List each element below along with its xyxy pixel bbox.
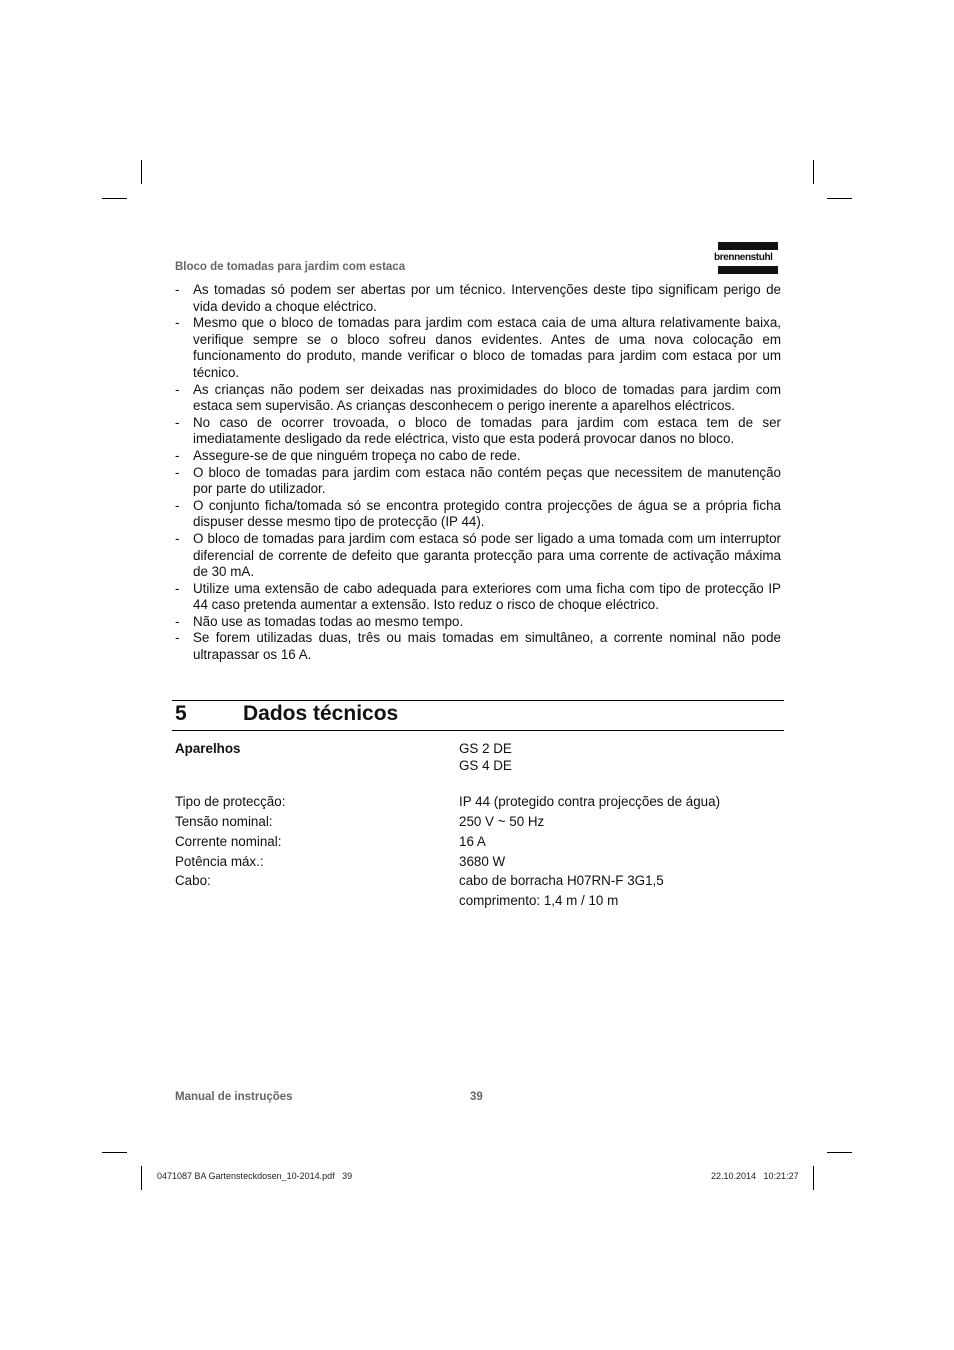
spec-label-cable: Cabo: (175, 873, 211, 888)
list-item (175, 614, 781, 631)
list-item (175, 581, 781, 614)
spec-value-voltage: 250 V ~ 50 Hz (459, 814, 545, 829)
crop-mark (141, 160, 142, 184)
bullet-text: As tomadas só podem ser abertas por um técnico. Intervenções deste tipo significam perigo de vida devido a choque eléctrico. (193, 282, 781, 314)
list-item (175, 315, 781, 381)
list-item (175, 448, 781, 465)
devices-label: Aparelhos (175, 741, 241, 756)
bullet-text: Assegure-se de que ninguém tropeça no cabo de rede. (193, 447, 521, 463)
section-title: Dados técnicos (243, 702, 399, 725)
spec-label-voltage: Tensão nominal: (175, 814, 273, 829)
bullet-text: Utilize uma extensão de cabo adequada para exteriores com uma ficha com tipo de protecção IP 44 caso pretenda aumentar a extensão. Isto reduz o risco de choque eléctrico. (193, 580, 781, 613)
bullet-marker: - (175, 315, 180, 331)
bullet-text: Se forem utilizadas duas, três ou mais tomadas em simultâneo, a corrente nominal não pode ultrapassar os 16 A. (193, 630, 781, 663)
crop-mark (102, 198, 127, 199)
print-file-info: 0471087 BA Gartensteckdosen_10-2014.pdf 39 (157, 1171, 353, 1181)
list-item (175, 282, 781, 315)
spec-label-current: Corrente nominal: (175, 834, 282, 849)
running-head: Bloco de tomadas para jardim com estaca (175, 261, 406, 273)
bullet-text: Não use as tomadas todas ao mesmo tempo. (193, 613, 464, 629)
brand-logo (714, 242, 784, 274)
logo-text: brennenstuhl (714, 252, 773, 263)
bullet-text: O bloco de tomadas para jardim com estaca só pode ser ligado a uma tomada com um interruptor diferencial de corrente de defeito que garanta protecção para uma corrente de activação máxima de 30 mA. (193, 530, 781, 580)
bullet-marker: - (175, 381, 180, 397)
section-rule-top (172, 700, 784, 701)
bullet-marker: - (175, 282, 180, 297)
bullet-marker: - (175, 580, 180, 596)
bullet-marker: - (175, 613, 180, 629)
section-number: 5 (175, 702, 187, 725)
crop-mark (827, 198, 852, 199)
logo-bar (718, 266, 778, 274)
bullet-marker: - (175, 530, 180, 546)
section-rule-bottom (172, 730, 784, 731)
bullet-text: O bloco de tomadas para jardim com estaca não contém peças que necessitem de manutenção por parte do utilizador. (193, 464, 781, 497)
spec-value-protection: IP 44 (protegido contra projecções de água) (459, 794, 721, 809)
device-model: GS 4 DE (459, 758, 512, 773)
spec-label-power: Potência máx.: (175, 854, 264, 869)
bullet-marker: - (175, 414, 180, 430)
print-datetime: 22.10.2014 10:21:27 (711, 1171, 799, 1181)
crop-mark (813, 1166, 814, 1190)
bullet-marker: - (175, 464, 180, 480)
bullet-marker: - (175, 497, 180, 513)
crop-mark (102, 1152, 127, 1153)
logo-bar (718, 242, 778, 250)
spec-value-power: 3680 W (459, 854, 506, 869)
spec-value-cable: cabo de borracha H07RN-F 3G1,5 (459, 873, 664, 888)
page-number: 39 (470, 1091, 483, 1103)
spec-value-cable-length: comprimento: 1,4 m / 10 m (459, 893, 619, 908)
list-item (175, 498, 781, 531)
spec-label-protection: Tipo de protecção: (175, 794, 286, 809)
list-item (175, 630, 781, 663)
bullet-text: Mesmo que o bloco de tomadas para jardim com estaca caia de uma altura relativamente baixa, verifique sempre se o bloco sofreu danos evidentes. Antes de uma nova colocação em funcionamento do produto, mande verificar o bloco de tomadas para jardim com estaca por um técnico. (193, 315, 781, 380)
list-item (175, 415, 781, 448)
spec-value-current: 16 A (459, 834, 486, 849)
bullet-marker: - (175, 447, 180, 463)
safety-bullet-list (175, 282, 781, 664)
bullet-text: O conjunto ficha/tomada só se encontra protegido contra projecções de água se a própria ficha dispuser desse mesmo tipo de protecção (IP 44). (193, 497, 781, 530)
bullet-text: No caso de ocorrer trovoada, o bloco de tomadas para jardim com estaca tem de ser imediatamente desligado da rede eléctrica, visto que esta poderá provocar danos no bloco. (193, 414, 781, 447)
crop-mark (813, 160, 814, 184)
list-item (175, 465, 781, 498)
device-model: GS 2 DE (459, 741, 512, 756)
bullet-text: As crianças não podem ser deixadas nas proximidades do bloco de tomadas para jardim com estaca sem supervisão. As crianças desconhecem o perigo inerente a aparelhos eléctricos. (193, 381, 781, 414)
crop-mark (827, 1152, 852, 1153)
list-item (175, 531, 781, 581)
footer-manual-label: Manual de instruções (175, 1091, 293, 1103)
crop-mark (141, 1166, 142, 1190)
bullet-marker: - (175, 630, 180, 646)
list-item (175, 382, 781, 415)
